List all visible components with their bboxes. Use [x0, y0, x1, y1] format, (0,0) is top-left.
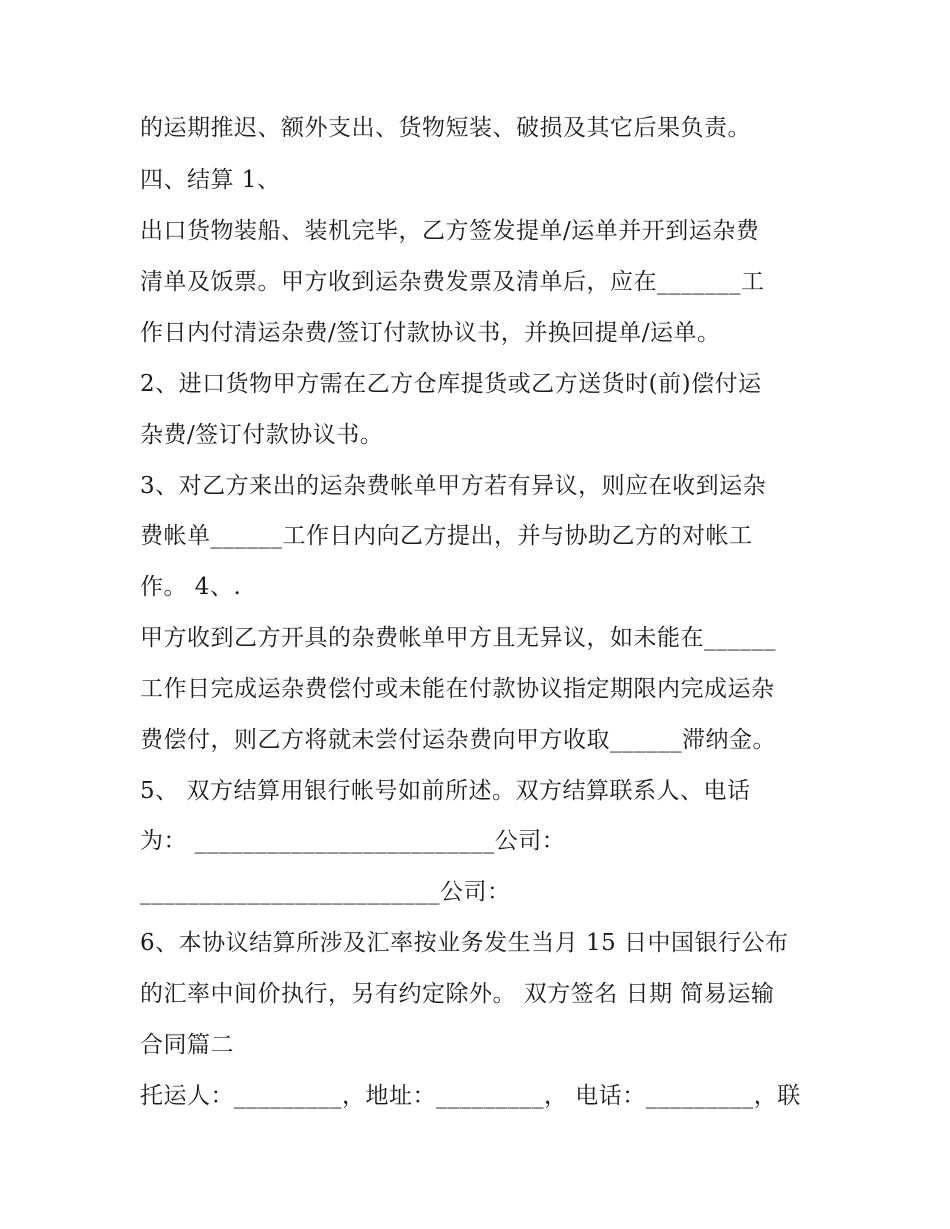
text-line-17: 6、本协议结算所涉及汇率按业务发生当月 15 日中国银行公布 — [140, 930, 789, 956]
text-line-13: 费偿付，则乙方将就未尝付运杂费向甲方收取______滞纳金。 — [140, 727, 776, 753]
text-line-8: 3、对乙方来出的运杂费帐单甲方若有异议，则应在收到运杂 — [140, 473, 767, 499]
text-line-2: 四、结算 1、 — [140, 167, 281, 193]
text-line-18: 的汇率中间价执行，另有约定除外。 双方签名 日期 简易运输 — [140, 981, 775, 1007]
text-line-7: 杂费/签订付款协议书。 — [140, 422, 384, 448]
text-line-11: 甲方收到乙方开具的杂费帐单甲方且无异议，如未能在______ — [140, 625, 776, 651]
text-line-9: 费帐单______工作日内向乙方提出，并与协助乙方的对帐工 — [140, 523, 753, 549]
text-line-14: 5、 双方结算用银行帐号如前所述。双方结算联系人、电话 — [140, 778, 751, 804]
text-line-1: 的运期推迟、额外支出、货物短装、破损及其它后果负责。 — [140, 115, 751, 141]
text-line-5: 作日内付清运杂费/签订付款协议书，并换回提单/运单。 — [140, 320, 721, 346]
text-line-16: _________________________公司： — [140, 879, 511, 905]
text-line-19: 合同篇二 — [140, 1032, 234, 1058]
text-line-20: 托运人：_________，地址：_________， 电话：_________，联 — [140, 1083, 801, 1109]
text-line-12: 工作日完成运杂费偿付或未能在付款协议指定期限内完成运杂 — [140, 676, 775, 702]
text-line-3: 出口货物装船、装机完毕，乙方签发提单/运单并开到运杂费 — [140, 218, 760, 244]
text-line-4: 清单及饭票。甲方收到运杂费发票及清单后，应在_______工 — [140, 269, 765, 295]
text-line-6: 2、进口货物甲方需在乙方仓库提货或乙方送货时(前)偿付运 — [140, 371, 762, 397]
text-line-10: 作。 4、. — [140, 574, 242, 600]
text-line-15: 为： _________________________公司： — [140, 828, 566, 854]
